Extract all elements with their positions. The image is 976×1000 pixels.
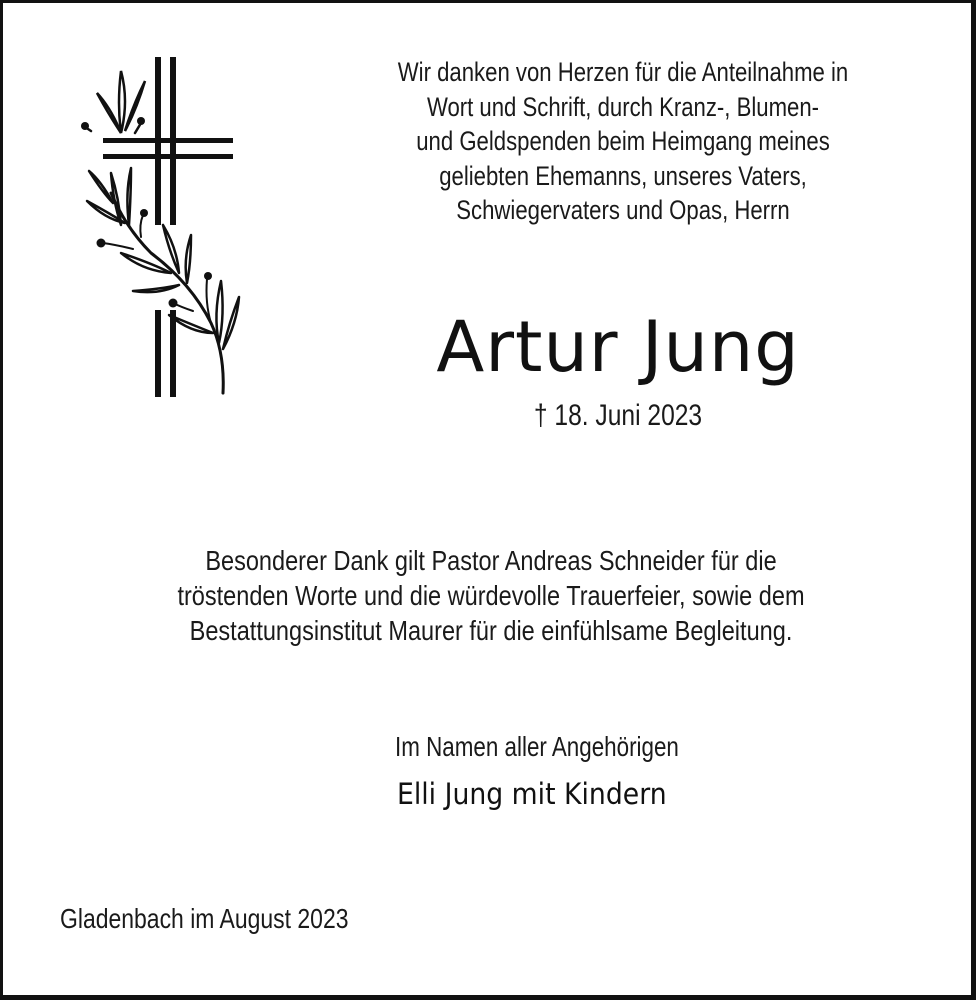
on-behalf-line: Im Namen aller Angehörigen [395, 731, 679, 762]
cross-with-olive-branch-icon [81, 53, 251, 403]
intro-line: und Geldspenden beim Heimgang meines [416, 126, 830, 156]
thanks-line: Bestattungsinstitut Maurer für die einfühlsame Begleitung. [189, 615, 793, 646]
place-and-date: Gladenbach im August 2023 [60, 903, 349, 934]
thanks-line: tröstenden Worte und die würdevolle Trauerfeier, sowie dem [177, 580, 805, 611]
intro-paragraph [361, 55, 886, 228]
intro-line: Wir danken von Herzen für die Anteilnahme in [397, 57, 849, 87]
thanks-line: Besonderer Dank gilt Pastor Andreas Schneider für die [205, 545, 777, 576]
deceased-name: Artur Jung [436, 306, 800, 388]
intro-line: Schwiegervaters und Opas, Herrn [456, 195, 790, 225]
signatories: Elli Jung mit Kindern [397, 777, 667, 811]
death-date: † 18. Juni 2023 [533, 399, 703, 432]
special-thanks-paragraph [131, 543, 850, 648]
intro-line: geliebten Ehemanns, unseres Vaters, [439, 160, 807, 191]
intro-line: Wort und Schrift, durch Kranz-, Blumen- [426, 91, 820, 122]
